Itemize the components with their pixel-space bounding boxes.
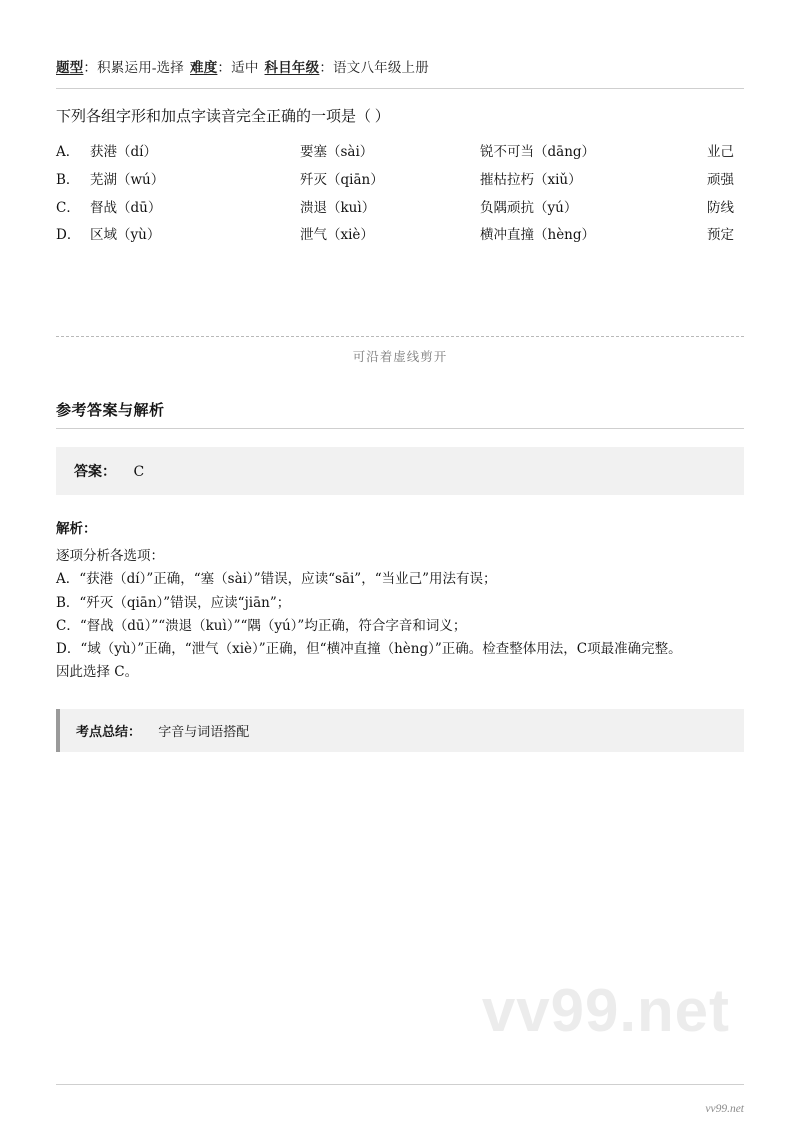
option-col-1: 区域（yù） — [90, 227, 161, 244]
option-letter: C． — [56, 199, 80, 216]
answer-box — [56, 447, 744, 495]
meta-type-value: ：积累运用-选择 — [83, 60, 185, 75]
summary-box — [56, 709, 744, 752]
option-col-2: 溃退（kuì） — [300, 199, 376, 216]
answer-label: 答案： — [74, 465, 116, 481]
meta-subject-value: ：语文八年级上册 — [319, 60, 429, 75]
analysis-line: A．“获港（dí）”正确，“塞（sài）”错误，应读“sāi”，“当业己”用法有误； — [56, 571, 497, 588]
option-row-d[interactable] — [56, 222, 744, 250]
analysis-line: 因此选择 C。 — [56, 664, 139, 681]
footer-text: vv99.net — [705, 1103, 744, 1115]
option-col-4: 业己 — [707, 144, 734, 160]
option-letter: D． — [56, 227, 81, 244]
meta-type-label: 题型 — [56, 60, 84, 75]
footer-divider — [56, 1084, 744, 1085]
cut-line-label: 可沿着虚线剪开 — [352, 350, 448, 365]
question-stem: 下列各组字形和加点字读音完全正确的一项是（ ） — [56, 109, 390, 125]
answer-value: C — [133, 464, 145, 481]
option-col-4: 预定 — [707, 227, 734, 244]
option-col-1: 获港（dí） — [90, 144, 157, 160]
document-meta — [56, 56, 744, 88]
option-row-a[interactable] — [56, 139, 744, 167]
meta-subject-label: 科目年级 — [264, 60, 320, 75]
question-block — [56, 89, 744, 250]
option-row-b[interactable] — [56, 167, 744, 195]
answer-section-divider — [56, 428, 744, 429]
meta-difficulty-value: ：适中 — [217, 60, 259, 75]
meta-difficulty-label: 难度 — [190, 60, 218, 75]
option-row-c[interactable] — [56, 195, 744, 223]
option-col-4: 顽强 — [707, 171, 734, 188]
analysis-line: C．“督战（dū）”“溃退（kuì）”“隅（yú）”均正确，符合字音和词义； — [56, 617, 467, 634]
option-col-3: 负隅顽抗（yú） — [480, 199, 578, 216]
option-col-2: 歼灭（qiān） — [300, 171, 384, 188]
option-col-3: 锐不可当（dāng） — [480, 144, 596, 160]
option-col-1: 芜湖（wú） — [90, 171, 165, 188]
option-letter: B． — [56, 171, 80, 188]
dashed-cut-line — [56, 336, 744, 337]
summary-label: 考点总结： — [76, 723, 142, 739]
answer-section — [56, 399, 744, 751]
answer-section-title: 参考答案与解析 — [56, 403, 165, 420]
option-col-3: 摧枯拉朽（xiǔ） — [480, 171, 582, 188]
cut-line-area — [56, 336, 744, 365]
analysis-line: D．“域（yù）”正确，“泄气（xiè）”正确，但“横冲直撞（hèng）”正确。检查整体用法，C项最准确完整。 — [56, 641, 682, 658]
option-letter: A． — [56, 144, 80, 160]
watermark: vv99.net — [481, 977, 730, 1044]
analysis-body — [56, 545, 744, 684]
option-col-2: 要塞（sài） — [300, 144, 374, 160]
analysis-label: 解析： — [56, 521, 97, 537]
option-col-2: 泄气（xiè） — [300, 227, 374, 244]
option-col-3: 横冲直撞（hèng） — [480, 227, 596, 244]
analysis-line: 逐项分析各选项： — [56, 548, 164, 565]
analysis-line: B．“歼灭（qiān）”错误，应读“jiān”； — [56, 594, 291, 611]
summary-value: 字音与词语搭配 — [158, 723, 250, 739]
option-col-4: 防线 — [707, 199, 734, 216]
option-col-1: 督战（dū） — [90, 199, 162, 216]
